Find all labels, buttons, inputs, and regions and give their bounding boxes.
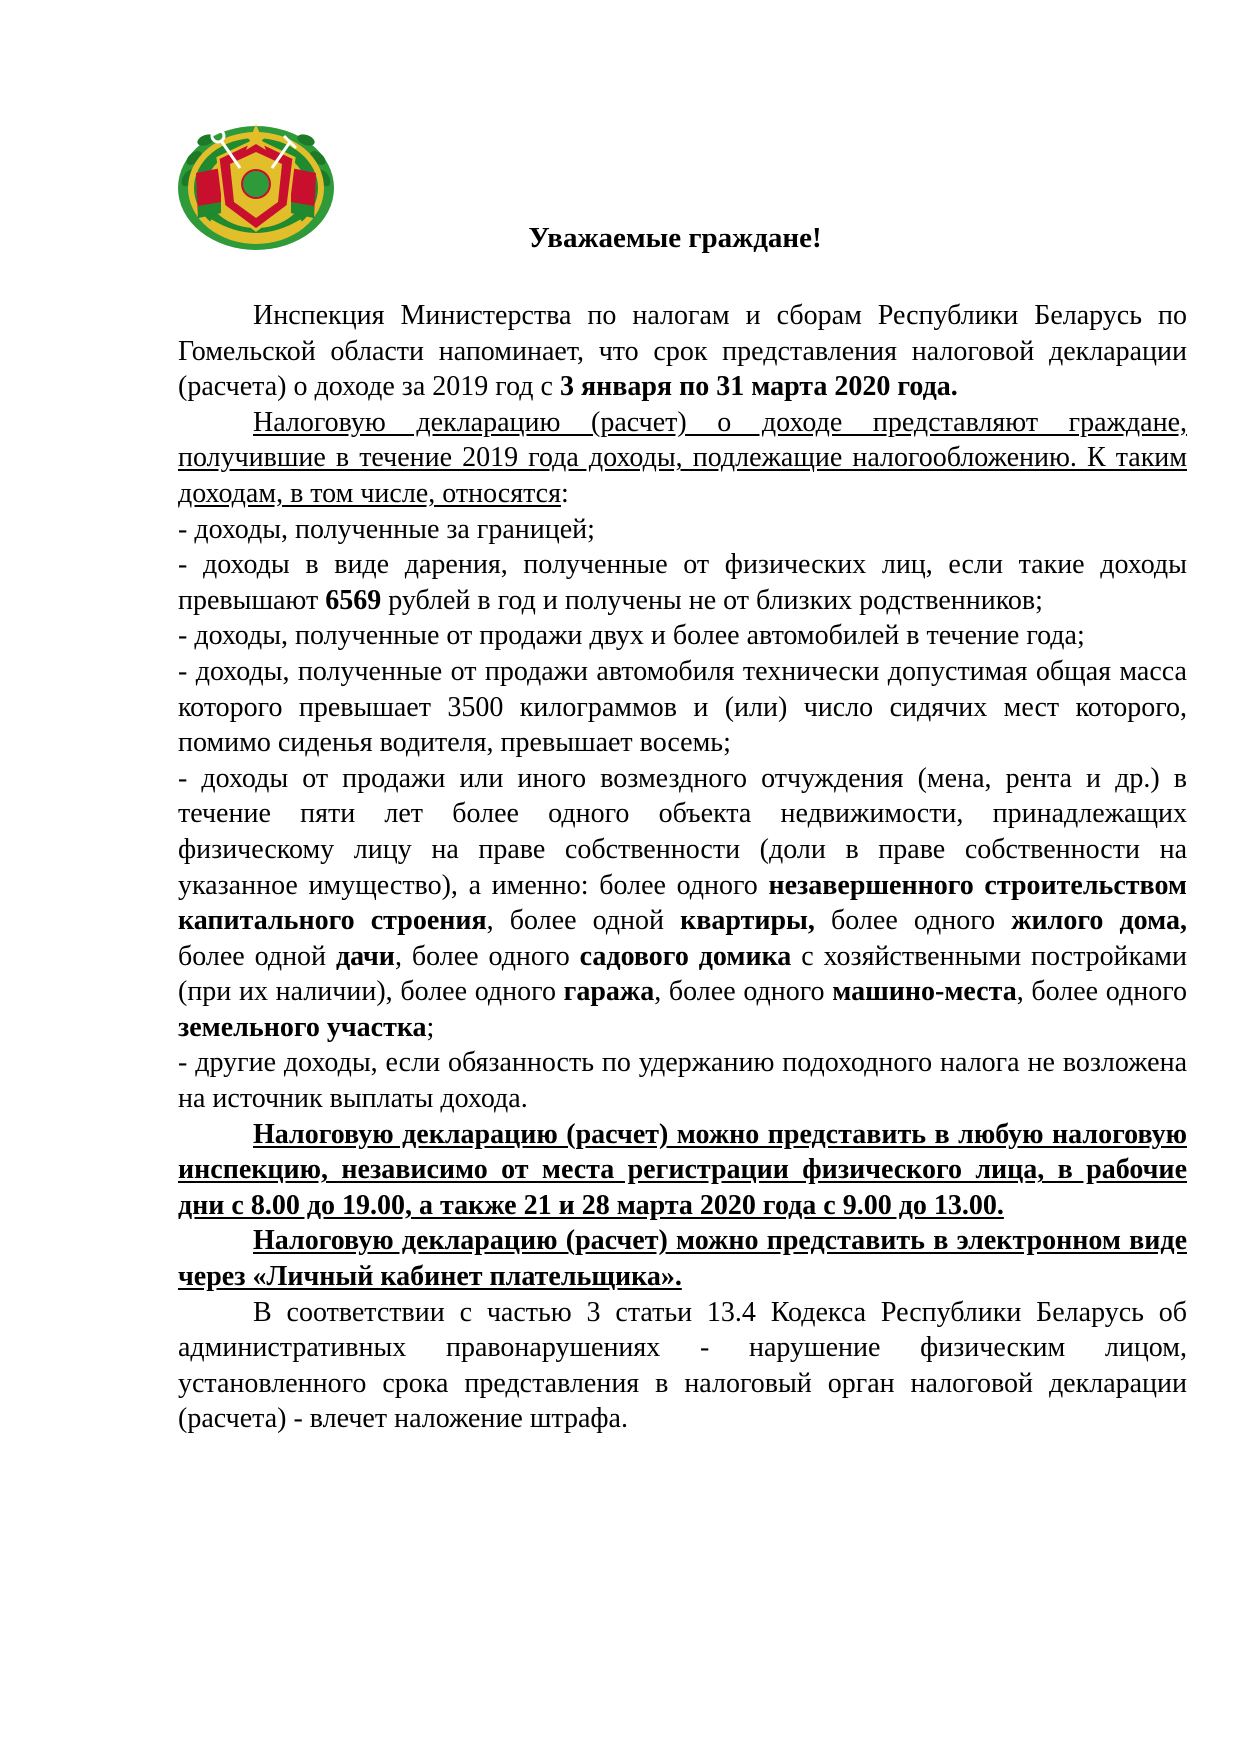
list-item-text: , более одного — [1016, 976, 1187, 1008]
list-item-text: более одной — [178, 940, 336, 972]
list-item: - доходы, полученные от продажи автомобиля технически допустимая общая масса которого превышает 3500 килограммов и (или) число сидячих мест которого, помимо сиденья водителя, превышает восемь; — [178, 655, 1187, 759]
list-item-text: - доходы в виде дарения, полученные от физических лиц, если такие доходы превышают — [178, 549, 1187, 616]
list-item: - доходы, полученные от продажи двух и более автомобилей в течение года; — [178, 620, 1085, 652]
electronic-submit-text: Налоговую декларацию (расчет) можно представить в электронном виде через «Личный кабинет плательщика». — [178, 1225, 1187, 1293]
list-item: - другие доходы, если обязанность по удержанию подоходного налога не возложена на источник выплаты дохода. — [178, 1047, 1187, 1115]
list-item-text: ; — [426, 1011, 435, 1043]
bold-term: земельного участка — [178, 1011, 427, 1043]
bold-term: незавершенного строительством капитального строения — [178, 869, 1187, 937]
list-item: - доходы, полученные за границей; — [178, 513, 595, 545]
bold-term: квартиры, — [680, 905, 815, 937]
bold-term: жилого дома, — [1011, 905, 1187, 937]
page-title: Уважаемые граждане! — [528, 222, 822, 254]
list-item-text: с хозяйственными постройками (при их наличии), более одного — [178, 940, 1187, 1008]
where-submit-text: Налоговую декларацию (расчет) можно представить в любую налоговую инспекцию, независимо от места регистрации физического лица, в рабочие дни с 8.00 до 19.00, а также 21 и 28 марта 2020 года с 9.00 до 13.00. — [178, 1118, 1187, 1221]
list-item-text: , более одной — [486, 905, 681, 937]
bold-term: гаража — [563, 976, 655, 1008]
list-item-text: - доходы от продажи или иного возмездного отчуждения (мена, рента и др.) в течение пяти лет более одного объекта недвижимости, принадлежащих физическому лицу на праве собственности (доли в праве собственности на указанное имущество), а именно: более одного — [178, 762, 1187, 901]
bold-term: дачи — [335, 940, 395, 972]
deadline-dates: 3 января по 31 марта 2020 года. — [559, 371, 958, 403]
bold-term: садового домика — [579, 940, 792, 972]
paragraph-where-submit — [178, 1117, 1187, 1224]
gift-threshold: 6569 — [325, 584, 382, 616]
list-item-text: , более одного — [394, 940, 580, 972]
list-item-text: более одного — [814, 905, 1012, 937]
bold-term: машино-места — [832, 976, 1017, 1008]
paragraph-electronic — [178, 1223, 1187, 1294]
paragraph-penalty: В соответствии с частью 3 статьи 13.4 Кодекса Республики Беларусь об административных правонарушениях - нарушение физическим лицом, установленного срока представления в налоговый орган налоговой декларации (расчета) - влечет наложение штрафа. — [178, 1296, 1187, 1435]
paragraph-deadline — [178, 298, 1187, 405]
list-item — [178, 761, 1187, 1046]
list-item-text: , более одного — [654, 976, 833, 1008]
who-submits-colon: : — [560, 477, 569, 509]
list-item — [178, 547, 1187, 618]
who-submits-text: Налоговую декларацию (расчет) о доходе представляют граждане, получившие в течение 2019 года доходы, подлежащие налогообложению. К таким доходам, в том числе, относятся — [178, 406, 1187, 509]
list-item-text: рублей в год и получены не от близких родственников; — [381, 584, 1043, 616]
paragraph-who-submits — [178, 405, 1187, 512]
deadline-text: Инспекция Министерства по налогам и сборам Республики Беларусь по Гомельской области напоминает, что срок представления налоговой декларации (расчета) о доходе за 2019 год с — [178, 300, 1187, 403]
letter-body — [178, 298, 1187, 1437]
